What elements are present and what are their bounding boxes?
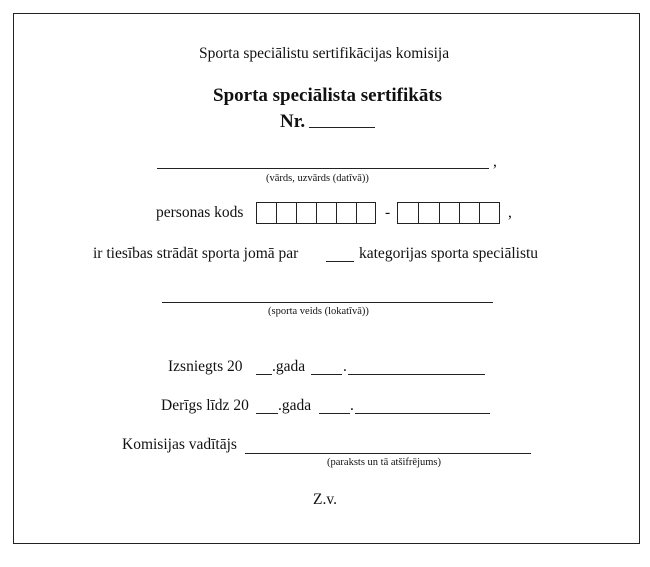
certificate-title: Sporta speciālista sertifikāts [213,85,443,106]
stamp-place-label: Z.v. [313,491,337,508]
code-cell-divider [479,203,480,223]
name-line [157,168,489,169]
code-cell-divider [316,203,317,223]
sport-caption: (sporta veids (lokatīvā)) [268,306,369,317]
certificate-number-line [309,127,375,128]
issued-month-line [348,374,485,375]
issued-year-line [256,374,272,375]
valid-day-line [319,413,350,414]
personal-code-first-part [256,202,376,224]
valid-dot: . [350,397,354,414]
code-cell-divider [356,203,357,223]
certificate-number-label: Nr. [280,111,306,132]
code-cell-divider [418,203,419,223]
chairman-label: Komisijas vadītājs [122,436,237,453]
personal-code-label: personas kods [156,204,244,221]
chairman-signature-line [245,453,531,454]
category-blank-line [326,261,354,262]
issued-prefix: Izsniegts 20 [168,358,243,375]
code-cell-divider [296,203,297,223]
code-cell-divider [276,203,277,223]
code-cell-divider [336,203,337,223]
personal-code-separator: - [385,204,391,221]
valid-month-line [355,413,490,414]
valid-gada-label: .gada [278,397,312,414]
name-caption: (vārds, uzvārds (datīvā)) [266,173,369,184]
name-comma: , [493,153,497,170]
issued-day-line [311,374,342,375]
valid-year-line [256,413,278,414]
personal-code-comma: , [508,204,512,221]
code-cell-divider [459,203,460,223]
issued-gada-label: .gada [272,358,306,375]
code-cell-divider [439,203,440,223]
rights-text-before: ir tiesības strādāt sporta jomā par [93,245,299,262]
sport-line [162,302,493,303]
rights-text-after: kategorijas sporta speciālistu [359,245,539,262]
valid-prefix: Derīgs līdz 20 [161,397,249,414]
committee-name: Sporta speciālistu sertifikācijas komisija [199,45,450,62]
chairman-caption: (paraksts un tā atšifrējums) [327,457,442,468]
personal-code-second-part [397,202,500,224]
issued-dot: . [343,358,347,375]
